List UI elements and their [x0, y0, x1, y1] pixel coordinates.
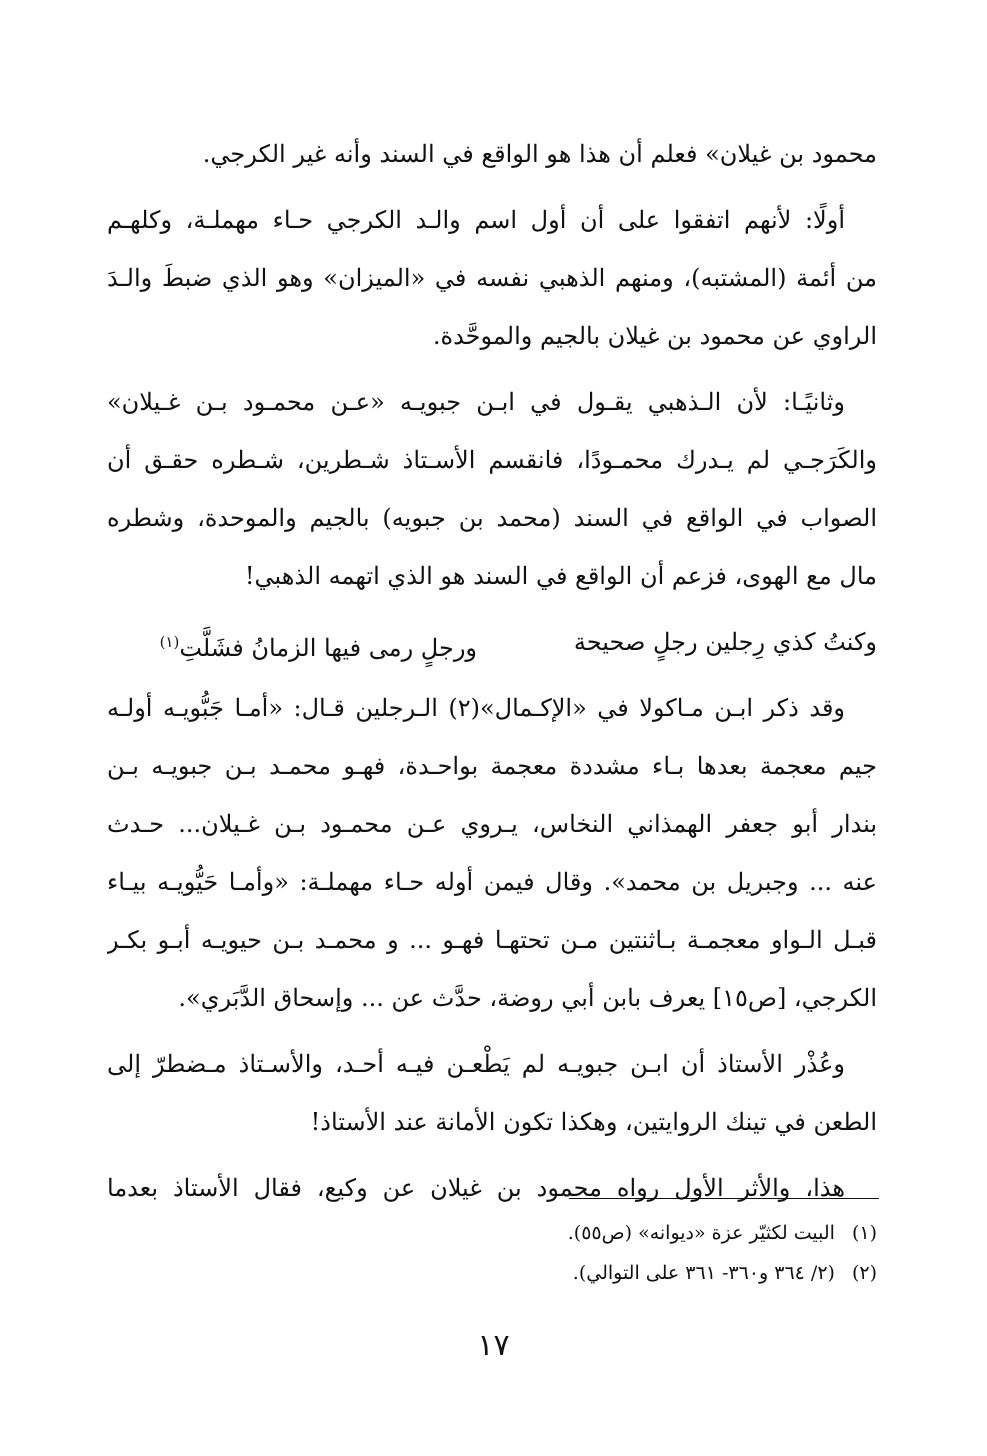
footnote-text: البيت لكثيّر عزة «ديوانه» (ص٥٥). [567, 1222, 835, 1244]
verse-first-hemistich: وكنتُ كذي رِجلين رجلٍ صحيحة [573, 628, 877, 656]
text-line: هذا، والأثر الأول رواه محمود بن غيلان عن وكيع، فقال الأستاذ بعدما [107, 1174, 845, 1202]
text-line: الصواب في الواقع في السند (محمد بن جبويه) بالجيم والموحدة، وشطره [107, 504, 877, 532]
footnotes [107, 1213, 877, 1293]
text-line: بندار أبو جعفر الهمذاني النخاس، يـروي عـن محمـود بـن غـيلان... حـدث [107, 810, 877, 838]
footnote-divider [569, 1198, 879, 1199]
poetry-verse [107, 613, 877, 671]
footnote-2 [107, 1253, 877, 1293]
footnote-1 [107, 1213, 877, 1253]
text-line: محمود بن غيلان» فعلم أن هذا هو الواقع في السند وأنه غير الكرجي. [202, 140, 877, 168]
verse-second-hemistich-wrap [160, 613, 477, 677]
main-text [107, 125, 877, 1217]
text-line: عنه ... وجبريل بن محمد». وقال فيمن أوله حـاء مهملـة: «وأمـا حَيُّويـه بيـاء [107, 868, 877, 896]
footnote-number: (٢) [851, 1262, 877, 1284]
page-number: ١٧ [477, 1328, 510, 1363]
text-line: مال مع الهوى، فزعم أن الواقع في السند هو الذي اتهمه الذهبي! [244, 562, 877, 590]
text-line: أولًا: لأنهم اتفقوا على أن أول اسم والـد الكرجي حـاء مهملـة، وكلهـم [107, 206, 845, 234]
text-line: والكَرَجـي لم يـدرك محمـودًا، فانقسم الأسـتاذ شـطرين، شـطره حقـق أن [107, 446, 877, 474]
text-line: الطعن في تينك الروايتين، وهكذا تكون الأمانة عند الأستاذ! [310, 1108, 877, 1136]
text-line: الكرجي، [ص١٥] يعرف بابن أبي روضة، حدَّث عن ... وإسحاق الدَّبَري». [178, 984, 877, 1012]
footnote-text: (٢/ ٣٦٤ و٣٦٠- ٣٦١ على التوالي). [572, 1262, 835, 1284]
footnote-marker: (١) [159, 633, 180, 651]
text-line: الراوي عن محمود بن غيلان بالجيم والموحَّدة. [432, 322, 877, 350]
text-line: من أئمة (المشتبه)، ومنهم الذهبي نفسه في «الميزان» وهو الذي ضبطَ والـدَ [107, 264, 877, 292]
verse-second-hemistich: ورجلٍ رمى فيها الزمانُ فشَلَّتِ [179, 634, 477, 662]
text-line: قبـل الـواو معجمـة بـاثنتين مـن تحتهـا فهـو ... و محمـد بـن حيويـه أبـو بكـر [107, 926, 877, 954]
text-line: وعُذْر الأستاذ أن ابـن جبويـه لم يَطْعـن فيـه أحـد، والأسـتاذ مـضطرّ إلى [107, 1050, 845, 1078]
text-line: وقد ذكر ابـن مـاكولا في «الإكـمال»(٢) الـرجلين قـال: «أمـا جَبُّويـه أولـه [107, 694, 846, 722]
text-line: جيم معجمة بعدها بـاء مشددة معجمة بواحـدة، فهـو محمـد بـن جبويـه بـن [107, 752, 877, 780]
text-line: وثانيًـا: لأن الـذهبي يقـول في ابـن جبويـه «عـن محمـود بـن غـيلان» [107, 388, 845, 416]
footnote-number: (١) [851, 1222, 877, 1244]
